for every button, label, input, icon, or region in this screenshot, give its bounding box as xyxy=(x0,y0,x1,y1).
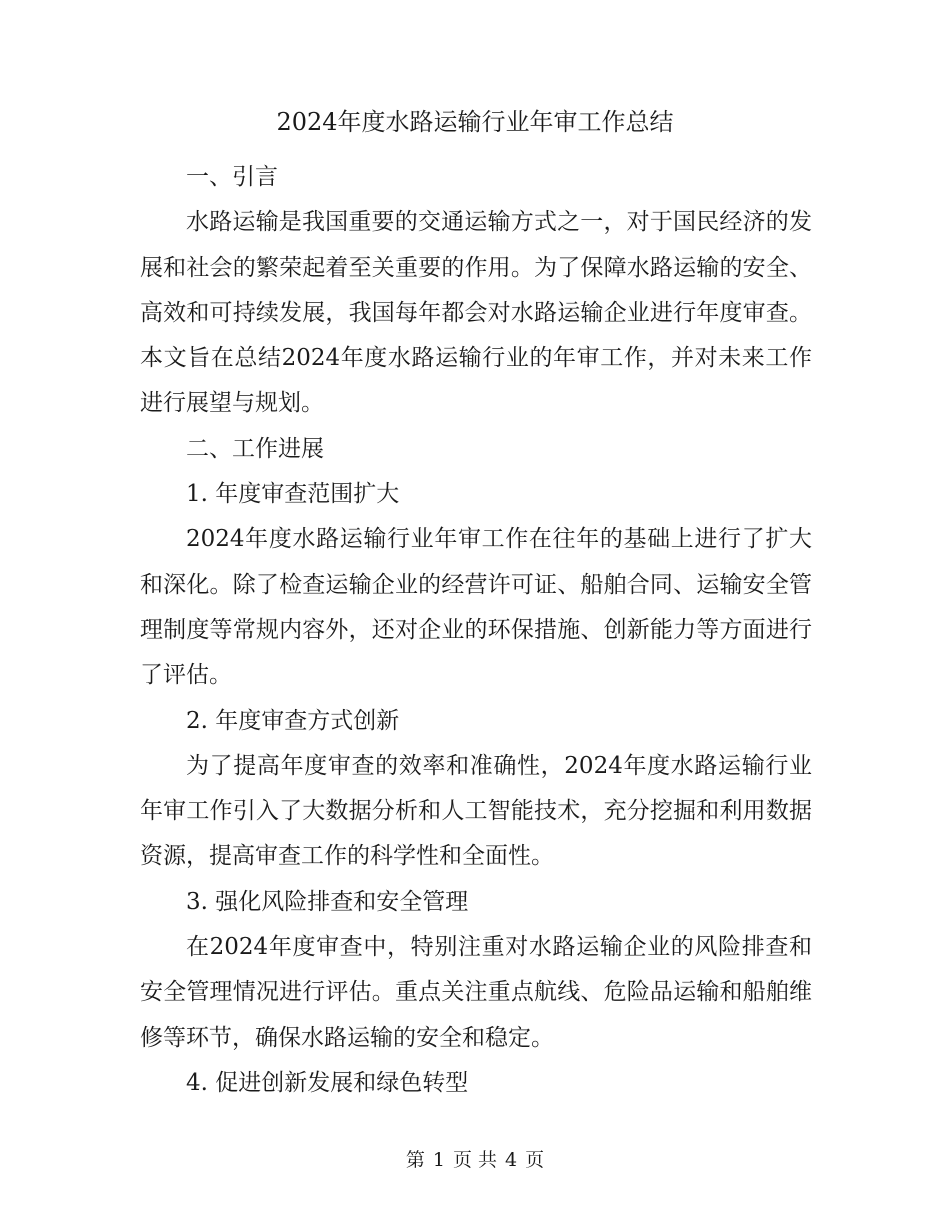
document-body xyxy=(140,155,812,1106)
subheading-risk-safety: 3. 强化风险排查和安全管理 xyxy=(186,888,469,915)
page-footer xyxy=(0,1146,950,1174)
paragraph-method-innovation: 为了提高年度审查的效率和准确性，2024年度水路运输行业年审工作引入了大数据分析和人工智能技术，充分挖掘和利用数据资源，提高审查工作的科学性和全面性。 xyxy=(140,752,812,870)
footer-total-pages: 4 xyxy=(505,1149,518,1171)
section-heading-introduction: 一、引言 xyxy=(186,164,278,190)
document-title: 2024年度水路运输行业年审工作总结 xyxy=(276,108,674,136)
paragraph-risk-safety: 在2024年度审查中，特别注重对水路运输企业的风险排查和安全管理情况进行评估。重点关注重点航线、危险品运输和船舶维修等环节，确保水路运输的安全和稳定。 xyxy=(140,934,812,1051)
paragraph-introduction: 水路运输是我国重要的交通运输方式之一，对于国民经济的发展和社会的繁荣起着至关重要的作用。为了保障水路运输的安全、高效和可持续发展，我国每年都会对水路运输企业进行年度审查。本文旨在总结2024年度水路运输行业的年审工作，并对未来工作进行展望与规划。 xyxy=(140,209,812,417)
footer-current-page: 1 xyxy=(432,1149,445,1171)
footer-page-suffix: 页 xyxy=(525,1149,545,1171)
subheading-scope-expansion: 1. 年度审查范围扩大 xyxy=(186,481,400,508)
footer-page-mid: 页 共 xyxy=(452,1149,498,1171)
footer-page-prefix: 第 xyxy=(405,1149,425,1171)
subheading-innovation-green: 4. 促进创新发展和绿色转型 xyxy=(186,1069,469,1096)
subheading-method-innovation: 2. 年度审查方式创新 xyxy=(186,707,400,734)
section-heading-progress: 二、工作进展 xyxy=(186,435,324,462)
paragraph-scope-expansion: 2024年度水路运输行业年审工作在往年的基础上进行了扩大和深化。除了检查运输企业的经营许可证、船舶合同、运输安全管理制度等常规内容外，还对企业的环保措施、创新能力等方面进行了评估。 xyxy=(140,526,812,689)
